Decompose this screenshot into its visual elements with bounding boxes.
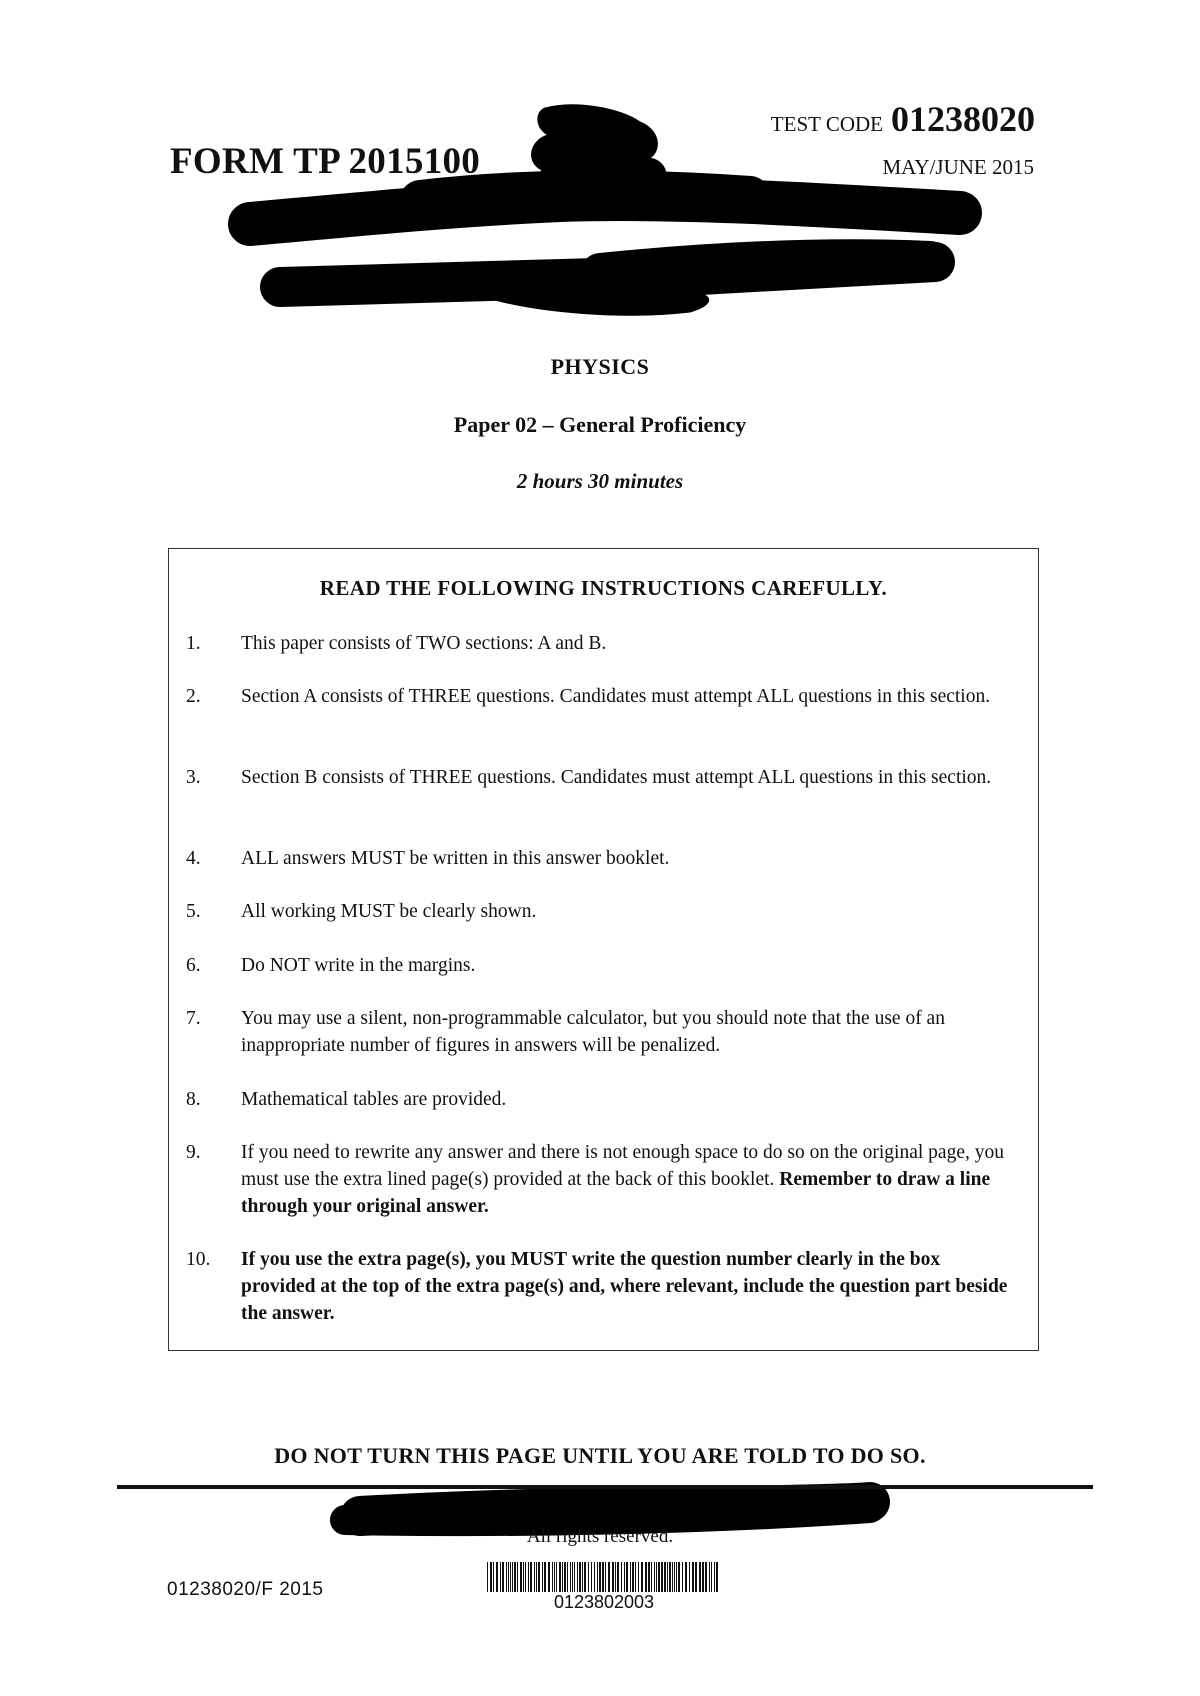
instruction-item bbox=[186, 764, 1016, 791]
barcode-bar bbox=[510, 1562, 511, 1592]
instruction-text: Section B consists of THREE questions. Candidates must attempt ALL questions in this section. bbox=[241, 767, 992, 788]
instruction-item bbox=[186, 1086, 1016, 1113]
barcode-bar bbox=[632, 1562, 634, 1592]
barcode-bar bbox=[591, 1562, 592, 1592]
barcode-bar bbox=[544, 1562, 546, 1592]
instruction-text: Section A consists of THREE questions. Candidates must attempt ALL questions in this section. bbox=[241, 686, 991, 707]
barcode-bar bbox=[716, 1562, 718, 1592]
barcode-bar bbox=[579, 1562, 581, 1592]
form-code: FORM TP 2015100 bbox=[170, 141, 481, 182]
barcode-bar bbox=[695, 1562, 697, 1592]
exam-session: MAY/JUNE 2015 bbox=[882, 155, 1034, 179]
barcode-bar bbox=[577, 1562, 578, 1592]
barcode-bar bbox=[530, 1562, 532, 1592]
barcode-bar bbox=[678, 1562, 680, 1592]
barcode-bar bbox=[661, 1562, 663, 1592]
instruction-emphasis: Remember to draw a line through your original answer. bbox=[241, 1169, 991, 1217]
barcode-bar bbox=[574, 1562, 575, 1592]
barcode-bar bbox=[699, 1562, 701, 1592]
barcode-bar bbox=[559, 1562, 561, 1592]
paper-title: Paper 02 – General Proficiency bbox=[453, 412, 747, 437]
instruction-item bbox=[186, 683, 1016, 710]
instruction-emphasis: If you use the extra page(s), you MUST write the question number clearly in the box provided at the top of the extra page(s) and, where relevant, include the question part beside the answer. bbox=[241, 1249, 1008, 1324]
barcode-bar bbox=[682, 1562, 683, 1592]
barcode-bar bbox=[538, 1562, 540, 1592]
barcode-bar bbox=[567, 1562, 568, 1592]
instruction-text: Mathematical tables are provided. bbox=[241, 1089, 507, 1110]
barcode-bar bbox=[702, 1562, 704, 1592]
exam-duration: 2 hours 30 minutes bbox=[516, 469, 684, 493]
do-not-turn-warning: DO NOT TURN THIS PAGE UNTIL YOU ARE TOLD TO DO SO. bbox=[274, 1443, 926, 1468]
barcode-bar bbox=[621, 1562, 622, 1592]
barcode-bar bbox=[508, 1562, 509, 1592]
barcode-bar bbox=[584, 1562, 586, 1592]
barcode-bar bbox=[605, 1562, 606, 1592]
barcode-bar bbox=[500, 1562, 501, 1592]
instruction-text: All working MUST be clearly shown. bbox=[241, 901, 537, 922]
instruction-number: 4. bbox=[186, 848, 201, 869]
instruction-text: Do NOT write in the margins. bbox=[241, 955, 476, 976]
barcode-bar bbox=[534, 1562, 535, 1592]
subject-title: PHYSICS bbox=[550, 354, 650, 379]
barcode-bar bbox=[602, 1562, 604, 1592]
barcode-bar bbox=[588, 1562, 589, 1592]
instruction-text bbox=[241, 1139, 1016, 1220]
barcode-bar bbox=[506, 1562, 507, 1592]
barcode-number: 0123802003 bbox=[553, 1592, 655, 1612]
barcode-bar bbox=[689, 1562, 690, 1592]
barcode-bar bbox=[582, 1562, 583, 1592]
barcode-bar bbox=[502, 1562, 504, 1592]
barcode-bar bbox=[685, 1562, 687, 1592]
barcode-bar bbox=[542, 1562, 543, 1592]
barcode-bar bbox=[562, 1562, 563, 1592]
instruction-item bbox=[186, 898, 1016, 925]
instruction-number: 1. bbox=[186, 633, 201, 654]
barcode-bar bbox=[525, 1562, 526, 1592]
instruction-number: 6. bbox=[186, 955, 201, 976]
barcode-bar bbox=[548, 1562, 550, 1592]
barcode-bar bbox=[664, 1562, 666, 1592]
barcode-bar bbox=[651, 1562, 652, 1592]
instruction-item bbox=[186, 952, 1016, 979]
instruction-item bbox=[186, 630, 1016, 657]
barcode-bar bbox=[608, 1562, 610, 1592]
barcode-bar bbox=[597, 1562, 598, 1592]
instruction-text: ALL answers MUST be written in this answer booklet. bbox=[241, 848, 670, 869]
test-code-label: TEST CODE bbox=[770, 112, 883, 136]
barcode-bar bbox=[552, 1562, 553, 1592]
barcode-bar bbox=[669, 1562, 671, 1592]
instruction-item bbox=[186, 1005, 1016, 1059]
barcode-bar bbox=[714, 1562, 715, 1592]
barcode-bar bbox=[658, 1562, 660, 1592]
barcode-bar bbox=[648, 1562, 650, 1592]
instruction-body: If you need to rewrite any answer and there is not enough space to do so on the original page, you must use the extra lined page(s) provided at the back of this booklet. bbox=[241, 1142, 1004, 1190]
barcode-bar bbox=[654, 1562, 655, 1592]
document-code: 01238020/F 2015 bbox=[167, 1579, 324, 1600]
barcode-bar bbox=[556, 1562, 557, 1592]
rights-notice: All rights reserved. bbox=[526, 1526, 674, 1547]
barcode-bar bbox=[615, 1562, 616, 1592]
barcode-bar bbox=[656, 1562, 657, 1592]
barcode-bar bbox=[528, 1562, 529, 1592]
instruction-text: This paper consists of TWO sections: A and B. bbox=[241, 633, 607, 654]
instructions-heading: READ THE FOLLOWING INSTRUCTIONS CAREFULLY. bbox=[319, 576, 888, 600]
instruction-item bbox=[186, 845, 1016, 872]
barcode-bar bbox=[490, 1562, 492, 1592]
barcode-bar bbox=[536, 1562, 537, 1592]
barcode-bar bbox=[635, 1562, 636, 1592]
barcode-bar bbox=[705, 1562, 707, 1592]
barcode-bar bbox=[493, 1562, 494, 1592]
test-code-value: 01238020 bbox=[891, 99, 1035, 139]
barcode-bar bbox=[599, 1562, 601, 1592]
barcode-bar bbox=[517, 1562, 518, 1592]
barcode-bar bbox=[612, 1562, 614, 1592]
barcode-bar bbox=[626, 1562, 628, 1592]
barcode-bar bbox=[487, 1562, 488, 1592]
barcode-icon bbox=[487, 1562, 721, 1592]
instruction-number: 5. bbox=[186, 901, 201, 922]
instruction-number: 3. bbox=[186, 767, 201, 788]
barcode-bar bbox=[512, 1562, 513, 1592]
instruction-item bbox=[186, 1139, 1016, 1220]
barcode-bar bbox=[630, 1562, 631, 1592]
barcode-bar bbox=[514, 1562, 516, 1592]
barcode-bar bbox=[624, 1562, 625, 1592]
footer-rule bbox=[117, 1485, 1093, 1489]
instruction-item bbox=[186, 1246, 1016, 1327]
barcode-bar bbox=[496, 1562, 498, 1592]
instruction-text: You may use a silent, non-programmable calculator, but you should note that the use of an inappropriate number of figures in answers will be penalized. bbox=[241, 1008, 945, 1056]
barcode-bar bbox=[667, 1562, 668, 1592]
barcode-bar bbox=[554, 1562, 555, 1592]
barcode-bar bbox=[709, 1562, 710, 1592]
barcode-bar bbox=[617, 1562, 619, 1592]
barcode-bar bbox=[572, 1562, 573, 1592]
instruction-number: 7. bbox=[186, 1008, 201, 1029]
barcode-bar bbox=[692, 1562, 694, 1592]
instructions-box bbox=[168, 548, 1039, 1351]
instruction-number: 8. bbox=[186, 1089, 201, 1110]
barcode-bar bbox=[645, 1562, 647, 1592]
barcode-bar bbox=[672, 1562, 673, 1592]
barcode-bar bbox=[594, 1562, 595, 1592]
instruction-number: 10. bbox=[186, 1249, 211, 1270]
instruction-number: 9. bbox=[186, 1142, 201, 1163]
instruction-number: 2. bbox=[186, 686, 201, 707]
barcode-bar bbox=[676, 1562, 677, 1592]
barcode-bar bbox=[564, 1562, 566, 1592]
barcode-bar bbox=[570, 1562, 571, 1592]
barcode-bar bbox=[641, 1562, 643, 1592]
barcode-bar bbox=[638, 1562, 639, 1592]
barcode-bar bbox=[674, 1562, 675, 1592]
barcode-bar bbox=[523, 1562, 524, 1592]
barcode-bar bbox=[520, 1562, 522, 1592]
barcode-bar bbox=[711, 1562, 712, 1592]
